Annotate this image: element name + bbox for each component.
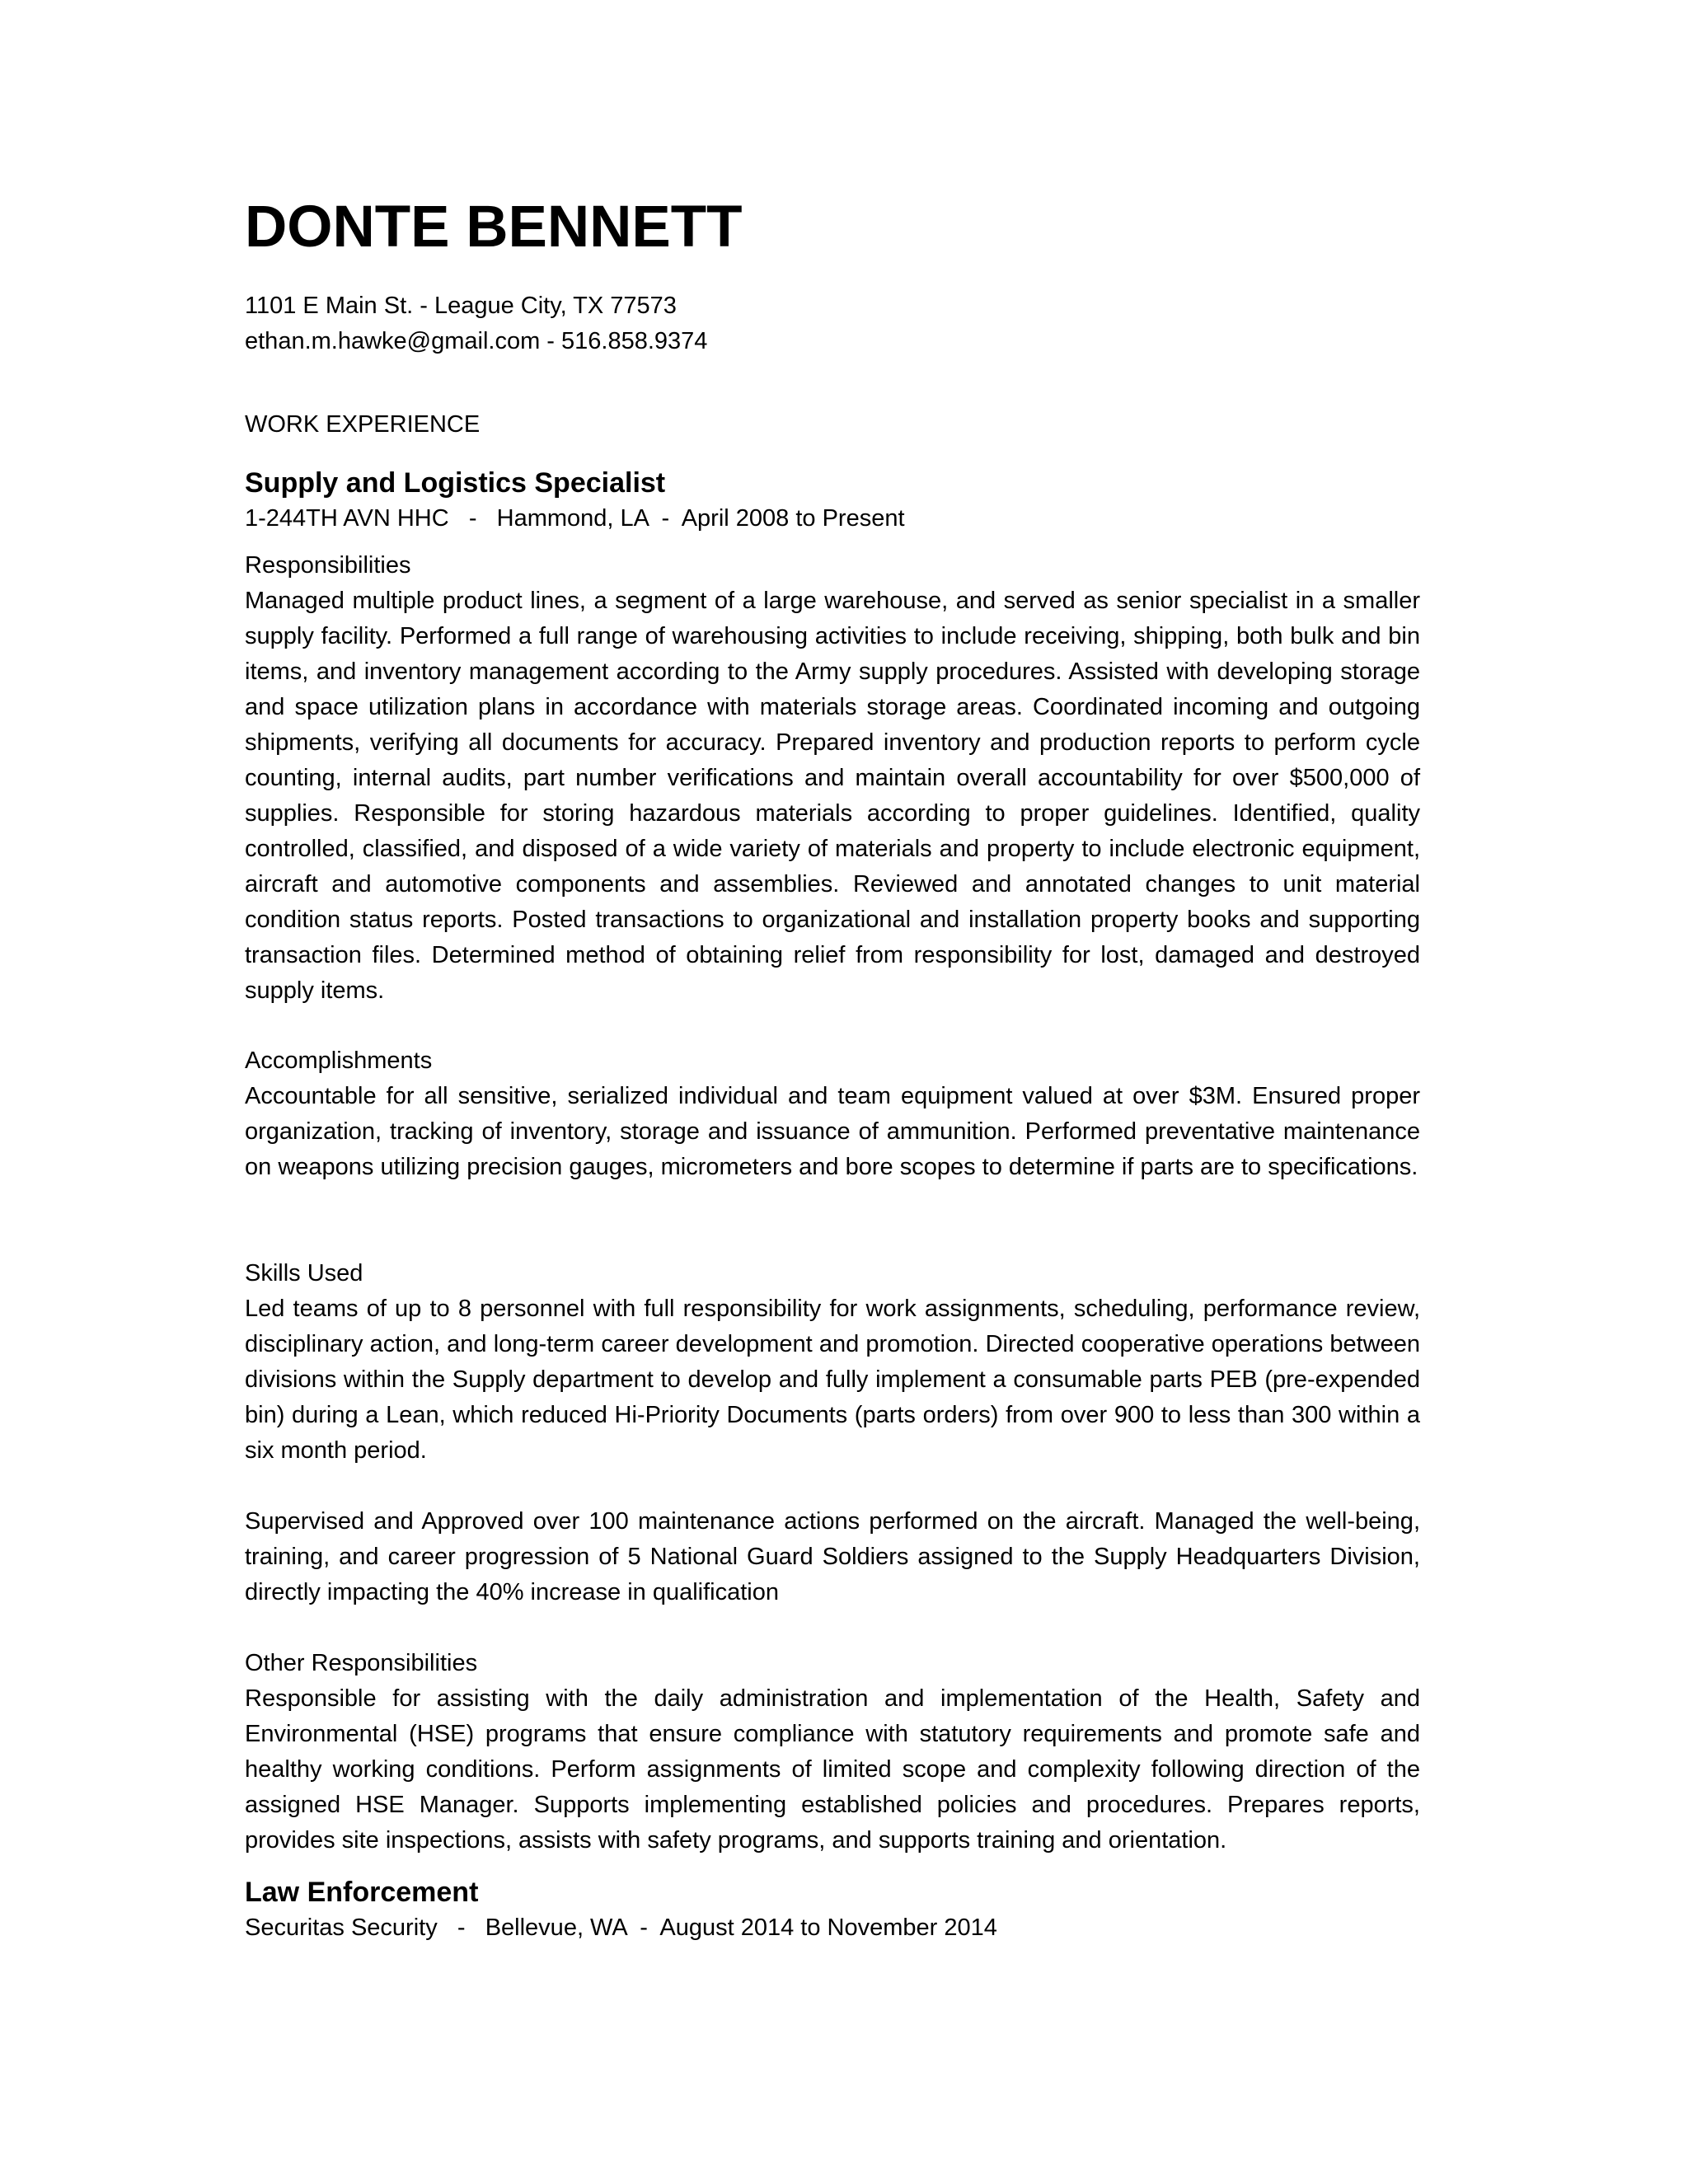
skills-used-text-2: Supervised and Approved over 100 maintenance actions performed on the aircraft. Managed the well-being, training, and career progression of 5 National Guard Soldiers assigned to the Supply Headquarters Division, directly impacting the 40% increase in qualification — [245, 1508, 1420, 1605]
job-title: Supply and Logistics Specialist — [245, 467, 666, 499]
skills-used-label: Skills Used — [245, 1260, 363, 1286]
work-experience-heading: WORK EXPERIENCE — [245, 411, 481, 438]
accomplishments-text: Accountable for all sensitive, serialized individual and team equipment valued at over $3M. Ensured proper organization, tracking of inventory, storage and issuance of ammunition. Performed preventative maintenance on weapons utilizing precision gauges, micrometers and bore scopes to determine if parts are to specifications. — [245, 1083, 1420, 1180]
accomplishments-label: Accomplishments — [245, 1047, 433, 1074]
job-meta: Securitas Security - Bellevue, WA - August 2014 to November 2014 — [245, 1915, 997, 1941]
email-phone-line: ethan.m.hawke@gmail.com - 516.858.9374 — [245, 328, 708, 354]
responsibilities-text: Managed multiple product lines, a segment of a large warehouse, and served as senior specialist in a smaller supply facility. Performed a full range of warehousing activities to include receiving, shipping, both bulk and bin items, and inventory management according to the Army supply procedures. Assisted with developing storage and space utilization plans in accordance with materials storage areas. Coordinated incoming and outgoing shipments, verifying all documents for accuracy. Prepared inventory and production reports to perform cycle counting, internal audits, part number verifications and maintain overall accountability for over $500,000 of supplies. Responsible for storing hazardous materials according to proper guidelines. Identified, quality controlled, classified, and disposed of a wide variety of materials and property to include electronic equipment, aircraft and automotive components and assemblies. Reviewed and annotated changes to unit material condition status reports. Posted transactions to organizational and installation property books and supporting transaction files. Determined method of obtaining relief from responsibility for lost, damaged and destroyed supply items. — [245, 588, 1420, 1004]
address-line: 1101 E Main St. - League City, TX 77573 — [245, 293, 677, 319]
contact-block — [245, 288, 707, 359]
job-meta: 1-244TH AVN HHC - Hammond, LA - April 2008 to Present — [245, 505, 905, 532]
other-responsibilities-text: Responsible for assisting with the daily administration and implementation of the Health, Safety and Environmental (HSE) programs that ensure compliance with statutory requirements and promote safe and healthy working conditions. Perform assignments of limited scope and complexity following direction of the assigned HSE Manager. Supports implementing established policies and procedures. Prepares reports, provides site inspections, assists with safety programs, and supports training and orientation. — [245, 1685, 1420, 1854]
skills-used-text-1: Led teams of up to 8 personnel with full responsibility for work assignments, scheduling, performance review, disciplinary action, and long-term career development and promotion. Directed cooperative operations between divisions within the Supply department to develop and fully implement a consumable parts PEB (pre-expended bin) during a Lean, which reduced Hi-Priority Documents (parts orders) from over 900 to less than 300 within a six month period. — [245, 1296, 1420, 1464]
responsibilities-label: Responsibilities — [245, 552, 411, 579]
job-title: Law Enforcement — [245, 1877, 479, 1908]
other-responsibilities-label: Other Responsibilities — [245, 1650, 478, 1676]
candidate-name: DONTE BENNETT — [245, 194, 743, 260]
